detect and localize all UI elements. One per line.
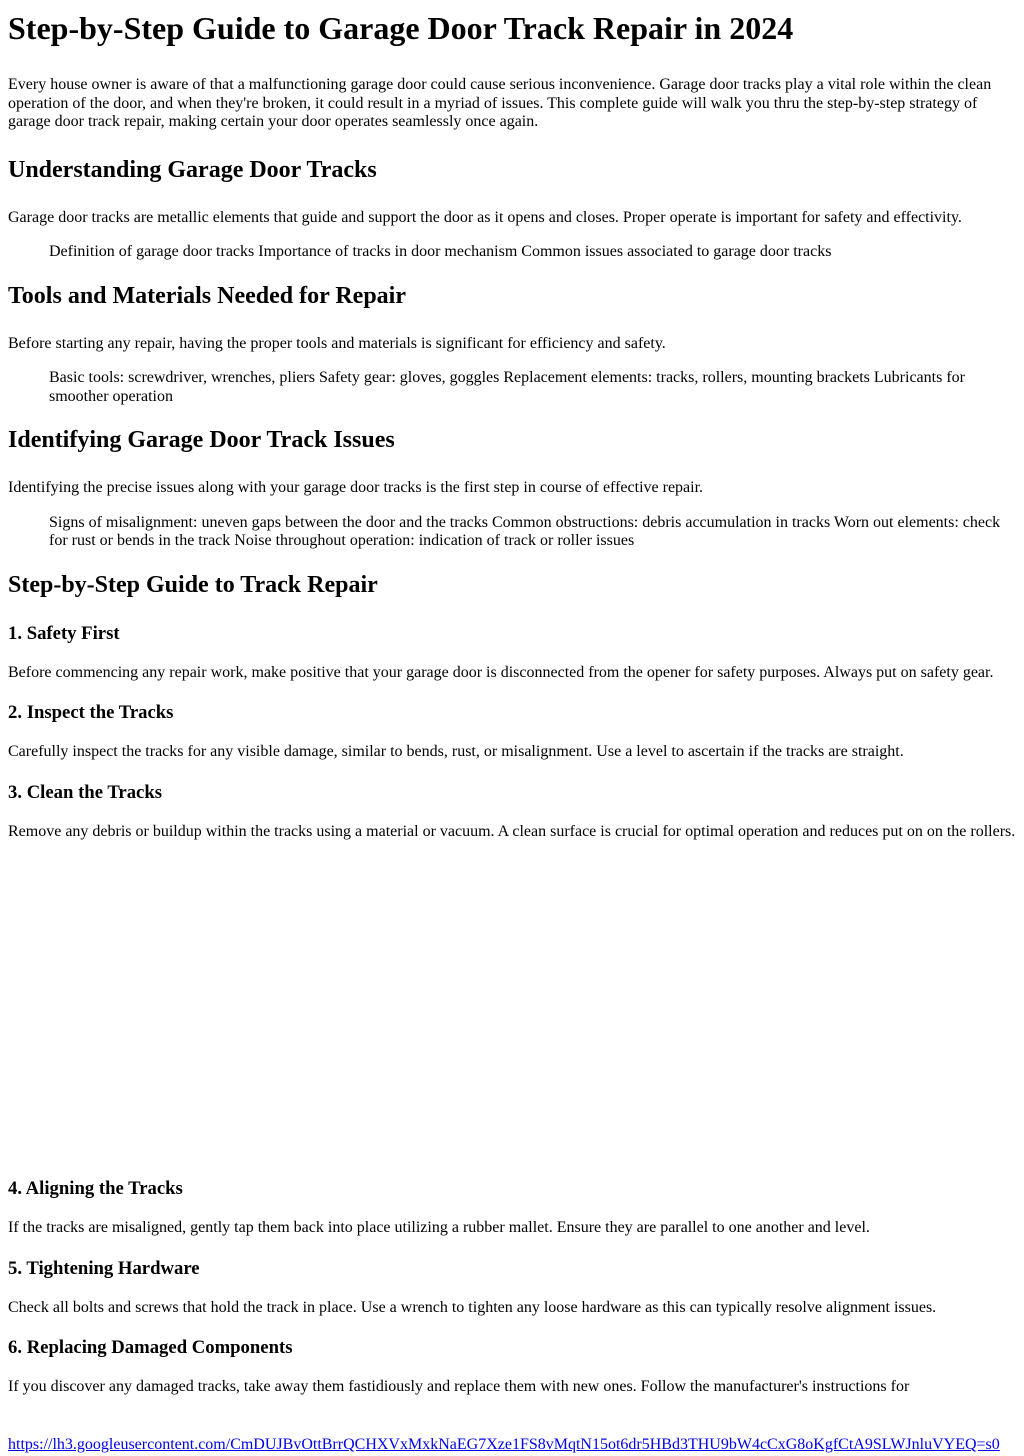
step-body-5: Check all bolts and screws that hold the track in place. Use a wrench to tighten any loose hardware as this can typically resolve alignment issues. — [8, 1298, 937, 1316]
section-list-identifying: Signs of misalignment: uneven gaps between the door and the tracks Common obstructions: debris accumulation in tracks Worn out elements: check for rust or bends in the track Noise throughout operation: indication of track or roller issues — [49, 513, 1001, 549]
article — [0, 10, 1024, 1397]
section-list-understanding: Definition of garage door tracks Importance of tracks in door mechanism Common issues associated to garage door tracks — [49, 243, 832, 260]
embedded-media-placeholder — [8, 841, 1016, 1178]
section-body-understanding: Garage door tracks are metallic elements that guide and support the door as it opens and closes. Proper operate is important for safety and effectivity. — [8, 208, 962, 226]
step-title-2: 2. Inspect the Tracks — [8, 702, 174, 723]
section-heading-tools: Tools and Materials Needed for Repair — [8, 282, 406, 309]
intro-paragraph: Every house owner is aware of that a malfunctioning garage door could cause serious inconvenience. Garage door tracks play a vital role within the clean operation of the door, and when they're broken, it could result in a myriad of issues. This complete guide will walk you thru the step-by-step strategy of garage door track repair, making certain your door operates seamlessly once again. — [8, 76, 992, 130]
section-heading-understanding: Understanding Garage Door Tracks — [8, 156, 377, 183]
step-body-2: Carefully inspect the tracks for any visible damage, similar to bends, rust, or misalignment. Use a level to ascertain if the tracks are straight. — [8, 743, 904, 760]
step-title-5: 5. Tightening Hardware — [8, 1257, 200, 1279]
step-title-3: 3. Clean the Tracks — [8, 781, 162, 803]
step-body-6: If you discover any damaged tracks, take away them fastidiously and replace them with new ones. Follow the manufacturer's instructions for — [8, 1378, 910, 1395]
step-title-1: 1. Safety First — [8, 622, 120, 644]
step-title-4: 4. Aligning the Tracks — [8, 1178, 183, 1199]
step-body-1: Before commencing any repair work, make positive that your garage door is disconnected from the opener for safety purposes. Always put on safety gear. — [8, 663, 994, 681]
section-list-tools: Basic tools: screwdriver, wrenches, pliers Safety gear: gloves, goggles Replacement elements: tracks, rollers, mounting brackets Lubricants for smoother operation — [49, 369, 965, 405]
section-body-identifying: Identifying the precise issues along with your garage door tracks is the first step in course of effective repair. — [8, 479, 704, 496]
step-title-6: 6. Replacing Damaged Components — [8, 1337, 293, 1358]
page-title: Step-by-Step Guide to Garage Door Track Repair in 2024 — [8, 10, 794, 46]
image-source-link[interactable]: https://lh3.googleusercontent.com/CmDUJBvOttBrrQCHXVxMxkNaEG7Xze1FS8vMqtN15ot6dr5HBd3THU9bW4cCxG8oKgfCtA9SLWJnluVYEQ=s0 — [8, 1436, 1000, 1453]
guide-heading: Step-by-Step Guide to Track Repair — [8, 571, 378, 598]
section-heading-identifying: Identifying Garage Door Track Issues — [8, 427, 395, 453]
step-body-4: If the tracks are misaligned, gently tap them back into place utilizing a rubber mallet. Ensure they are parallel to one another and level. — [8, 1219, 870, 1236]
section-body-tools: Before starting any repair, having the proper tools and materials is significant for efficiency and safety. — [8, 334, 666, 352]
step-body-3: Remove any debris or buildup within the tracks using a material or vacuum. A clean surface is crucial for optimal operation and reduces put on on the rollers. — [8, 822, 1016, 840]
